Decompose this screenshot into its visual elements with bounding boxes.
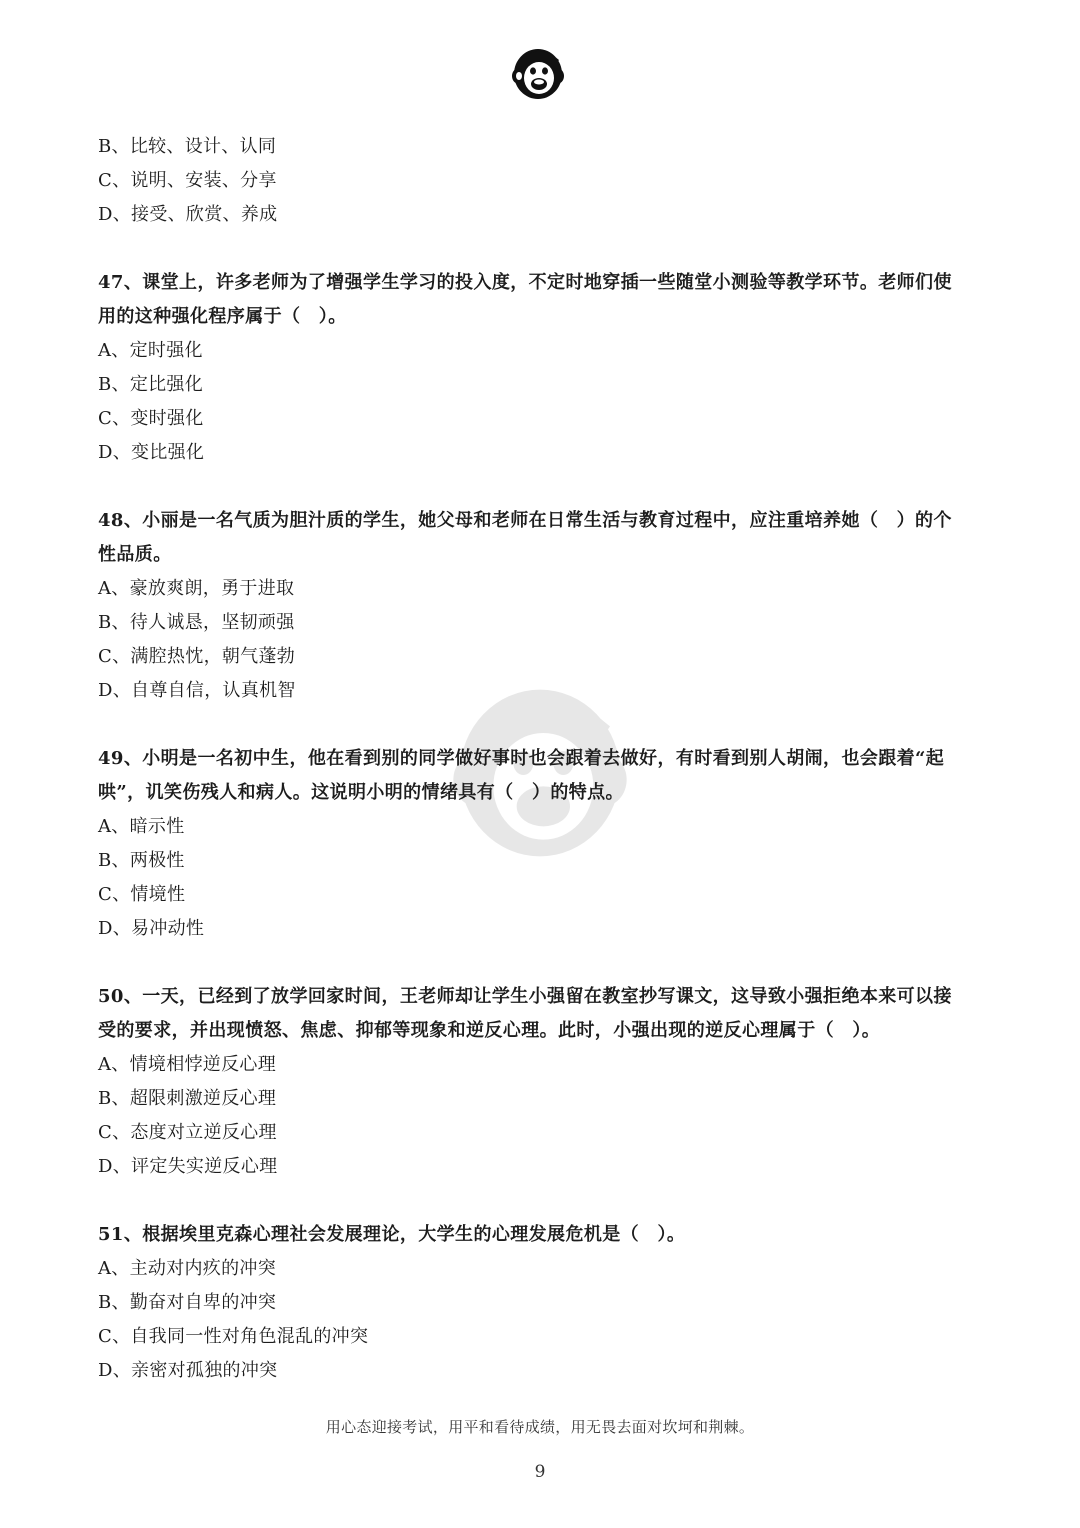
option-c: C、自我同一性对角色混乱的冲突	[98, 1326, 369, 1347]
question-text-line: 48、小丽是一名气质为胆汁质的学生，她父母和老师在日常生活与教育过程中，应注重培养她（ ）的个	[98, 510, 952, 531]
question-49	[98, 742, 988, 946]
option-b: B、定比强化	[98, 374, 204, 395]
option-a: A、主动对内疚的冲突	[98, 1258, 276, 1279]
option-d: D、亲密对孤独的冲突	[98, 1360, 278, 1381]
option-a: A、豪放爽朗，勇于进取	[98, 578, 295, 599]
option-b: B、超限刺激逆反心理	[98, 1088, 277, 1109]
option-b: B、比较、设计、认同	[98, 136, 277, 157]
question-text-line: 49、小明是一名初中生，他在看到别的同学做好事时也会跟着去做好，有时看到别人胡闹，也会跟着“起	[98, 748, 945, 769]
footer-motto: 用心态迎接考试，用平和看待成绩，用无畏去面对坎坷和荆棘。	[325, 1418, 755, 1436]
question-48	[98, 504, 988, 708]
page-content	[98, 130, 988, 1388]
option-c: C、满腔热忱，朝气蓬勃	[98, 646, 296, 667]
question-text-line: 50、一天，已经到了放学回家时间，王老师却让学生小强留在教室抄写课文，这导致小强拒绝本来可以接	[98, 986, 952, 1007]
option-d: D、变比强化	[98, 442, 205, 463]
page-number: 9	[534, 1462, 546, 1482]
option-c: C、变时强化	[98, 408, 204, 429]
option-d: D、自尊自信，认真机智	[98, 680, 296, 701]
question-text-line: 47、课堂上，许多老师为了增强学生学习的投入度，不定时地穿插一些随堂小测验等教学环节。老师们使	[98, 272, 952, 293]
option-a: A、定时强化	[98, 340, 203, 361]
question-text-line: 哄”，讥笑伤残人和病人。这说明小明的情绪具有（ ）的特点。	[98, 782, 624, 803]
monkey-logo-icon	[505, 40, 571, 102]
question-47	[98, 266, 988, 470]
option-b: B、待人诚恳，坚韧顽强	[98, 612, 295, 633]
option-c: C、情境性	[98, 884, 186, 905]
question-50	[98, 980, 988, 1184]
question-text-line: 性品质。	[98, 544, 172, 565]
option-a: A、暗示性	[98, 816, 185, 837]
option-c: C、说明、安装、分享	[98, 170, 277, 191]
question-text-line: 51、根据埃里克森心理社会发展理论，大学生的心理发展危机是（ ）。	[98, 1224, 686, 1245]
question-text-line: 受的要求，并出现愤怒、焦虑、抑郁等现象和逆反心理。此时，小强出现的逆反心理属于（ ）。	[98, 1020, 881, 1041]
question-text-line: 用的这种强化程序属于（ ）。	[98, 306, 347, 327]
prev-question-options	[98, 130, 988, 232]
option-b: B、两极性	[98, 850, 185, 871]
question-51	[98, 1218, 988, 1388]
option-d: D、易冲动性	[98, 918, 205, 939]
option-d: D、接受、欣赏、养成	[98, 204, 278, 225]
option-d: D、评定失实逆反心理	[98, 1156, 278, 1177]
option-a: A、情境相悖逆反心理	[98, 1054, 276, 1075]
option-b: B、勤奋对自卑的冲突	[98, 1292, 277, 1313]
option-c: C、态度对立逆反心理	[98, 1122, 277, 1143]
